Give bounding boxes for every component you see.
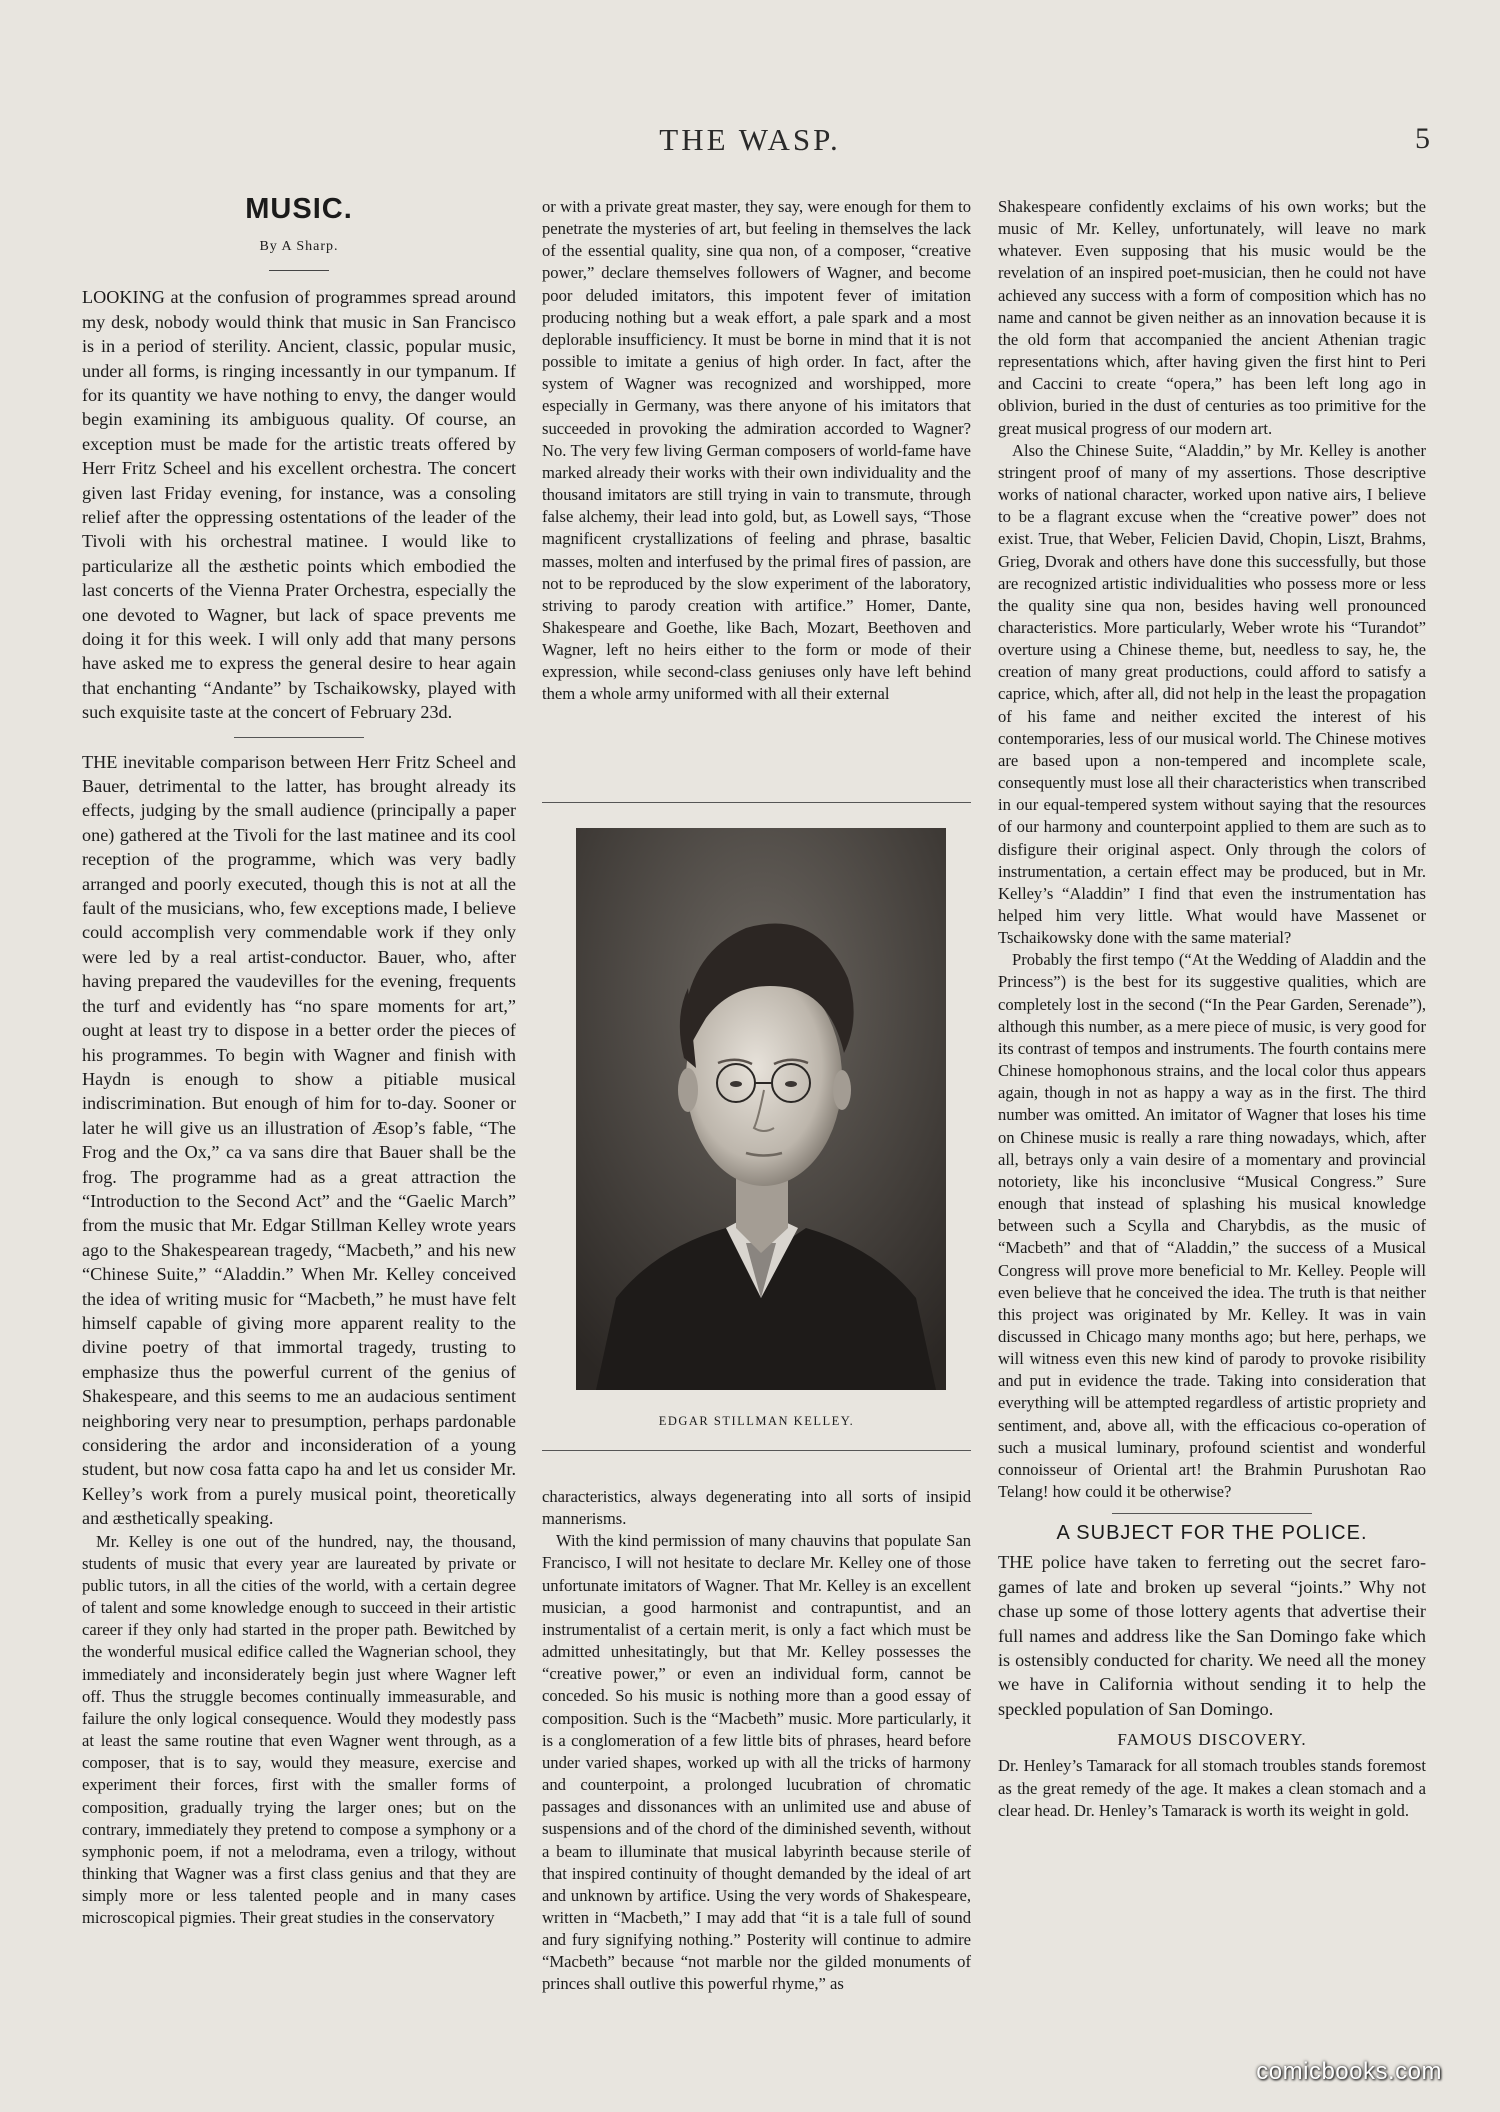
famous-title: FAMOUS DISCOVERY. <box>1117 1730 1307 1750</box>
music-paragraph-7: Shakespeare confidently exclaims of his own works; but the music of Mr. Kelley, unfortunately, will leave no mark whatever. Even supposing that his music would be the revelation of an inspired poet-musician, then he could not have achieved any success with a form of composition which has no name and cannot be given neither as an innovation because it is the old form that accompanied the ancient Athenian tragic representations which, after having given the first hint to Peri and Caccini to create “opera,” has been left long ago in oblivion, buried in the dust of centuries as too primitive for the great musical progress of our modern art. <box>998 197 1426 438</box>
music-paragraph-1: LOOKING at the confusion of programmes spread around my desk, nobody would think that music in San Francisco is in a period of sterility. Ancient, classic, popular music, under all forms, is ringing incessantly in our tympanum. If for its quantity we have nothing to envy, the danger would begin examining its ambiguous quality. Of course, an exception must be made for the artistic treats offered by Herr Fritz Scheel and his excellent orchestra. The concert given last Friday evening, for instance, was a consoling relief after the oppressing ostentations of the leader of the Tivoli with his orchestral matinee. I would like to particularize all the æsthetic points which embodied the last concerts of the Vienna Prater Orchestra, especially the one devoted to Wagner, but lack of space prevents me doing it for this week. I will only add that many persons have asked me to express the general desire to hear again that enchanting “Andante” by Tschaikowsky, played with such exquisite taste at the concert of February 23d. <box>82 287 516 723</box>
music-paragraph-6: With the kind permission of many chauvins that populate San Francisco, I will not hesitate to declare Mr. Kelley one of those unfortunate imitators of Wagner. That Mr. Kelley is an excellent musician, a good harmonist and contrapuntist, and an instrumentalist of a certain merit, is only a fact which must be admitted unhesitatingly, but that Mr. Kelley possesses the “creative power,” or even an individual form, cannot be conceded. So his music is nothing more than a good essay of composition. Such is the “Macbeth” music. More particularly, it is a conglomeration of a few little bits of phrases, heard before under varied shapes, worked up with all the tricks of harmony and counterpoint, a prolonged lucubration of chromatic passages and dissonances with an unlimited use and abuse of suspensions and of the chord of the diminished seventh, without a beam to illuminate that musical labyrinth because sterile of that inspired continuity of thought demanded by the ideal of art and unknown by artifice. Using the very words of Shakespeare, written in “Macbeth,” I may add that “it is a tale full of sound and fury signifying nothing.” Posterity will continue to admire “Macbeth” because “not marble nor the gilded monuments of princes shall outlive this powerful rhyme,” as <box>542 1531 971 1994</box>
police-body: THE police have taken to ferreting out the secret faro-games of late and broken up several “joints.” Why not chase up some of those lottery agents that advertise their full names and address like the San Domingo fake which is ostensibly conducted for charity. We need all the money we have in California without sending it to help the speckled population of San Domingo. <box>998 1552 1426 1719</box>
watermark-logo: comicbooks.com <box>1256 2058 1442 2085</box>
music-paragraph-5: characteristics, always degenerating into all sorts of insipid mannerisms. <box>542 1487 971 1529</box>
music-paragraph-8: Also the Chinese Suite, “Aladdin,” by Mr. Kelley is another stringent proof of many of my assertions. Those descriptive works of national character, worked upon native airs, I believe to be a flagrant excuse when the “creative power” does not exist. True, that Weber, Felicien David, Chopin, Liszt, Brahms, Grieg, Dvorak and others have done this successfully, but those are recognized artistic individualities who possess more or less the quality sine qua non, besides having well pronounced characteristics. More particularly, Weber wrote his “Turandot” overture using a Chinese theme, but, needless to say, he, the creation of many great productions, could afford to satisfy a caprice, which, after all, did not help in the least the propagation of his fame and neither excited the interest of his contemporaries, less of our musical world. The Chinese motives are based upon a non-tempered and incomplete scale, consequently must lose all their characteristics when transcribed in our equal-tempered system without saying that the resources of our harmony and counterpoint applied to them are such as to disfigure their original aspect. Only through the colors of instrumentation, a certain effect may be produced, but in Mr. Kelley’s “Aladdin” I find that even the instrumentation has helped him very little. What would have Massenet or Tschaikowsky done with the same material? <box>998 440 1426 948</box>
police-title: A SUBJECT FOR THE POLICE. <box>1056 1522 1368 1545</box>
column-2-bottom <box>542 1486 971 1996</box>
byline-rule <box>269 270 329 271</box>
column-2 <box>542 196 971 706</box>
portrait-caption: EDGAR STILLMAN KELLEY. <box>658 1414 855 1428</box>
page-number: 5 <box>1415 122 1430 155</box>
police-divider <box>1112 1513 1312 1514</box>
music-paragraph-4: or with a private great master, they say, were enough for them to penetrate the mysteries of art, but feeling in themselves the lack of the essential quality, sine qua non, of a composer, “creative power,” declare themselves followers of Wagner, and become poor deluded imitators, this impotent fever of imitation producing nothing but a weak effort, a pale spark and a most deplorable insufficiency. It must be borne in mind that it is not possible to imitate a genius of high order. In fact, after the system of Wagner was recognized and worshipped, more especially in Germany, was there anyone of his imitators that succeeded in provoking the admiration accorded to Wagner? No. The very few living German composers of world-fame have marked already their works with their own individuality and the thousand imitators are still trying in vain to transmute, through false alchemy, their lead into gold, but, as Lowell says, “Those magnificent crystallizations of feeling and phrase, basaltic masses, molten and interfused by the primal fires of passion, are not to be reproduced by the slow experiment of the laboratory, striving to parody creation with artifice.” Homer, Dante, Shakespeare and Goethe, like Bach, Mozart, Beethoven and Wagner, left no heirs either to the form or mode of their expression, while second-class geniuses only have left behind them a whole army uniformed with all their external <box>542 197 971 704</box>
section-divider <box>234 737 364 738</box>
column-3 <box>998 196 1426 1822</box>
column-1 <box>82 193 516 1929</box>
music-paragraph-9: Probably the first tempo (“At the Wedding of Aladdin and the Princess”) is the best for its suggestive qualities, which are completely lost in the second (“In the Pear Garden, Serenade”), although this number, as a mere piece of music, is very good for its contrast of tempos and instruments. The fourth contains mere Chinese homophonous strains, and the local color thus appears again, though in not as happy a way as in the first. The third number was omitted. An imitator of Wagner that loses his time on Chinese music is really a rare thing nowadays, which, after all, betrays only a vain desire of a momentary and provincial notoriety, like his inconclusive “Musical Congress.” Sure enough that instead of splashing his musical knowledge between such a Scylla and Charybdis, as the music of “Macbeth” and that of “Aladdin,” the success of a Musical Congress will prove more beneficial to Mr. Kelley. People will even believe that he conceived the idea. The truth is that neither this project was originated by Mr. Kelley. It was in vain discussed in Chicago many months ago; but here, perhaps, we will witness even this new kind of parody to provoke risibility and put in evidence the trade. Taking into consideration that everything will be attempted regardless of artistic propriety and sentiment, and, above all, with the efficacious co-operation of such a musical luminary, profound scientist and wonderful connoisseur of Oriental art! the Brahmin Purushotan Rao Telang! how could it be otherwise? <box>998 950 1426 1502</box>
portrait-top-rule <box>542 802 971 803</box>
music-paragraph-2: THE inevitable comparison between Herr Fritz Scheel and Bauer, detrimental to the latter, has brought already its effects, judging by the small audience (principally a paper one) gathered at the Tivoli for the last matinee and its cool reception of the programme, which was very badly arranged and poorly executed, though this is not at all the fault of the musicians, who, few exceptions made, I believe could accomplish very commendable work if they only were led by a real artist-conductor. Bauer, who, after having prepared the vaudevilles for the evening, frequents the turf and evidently has “no spare moments for art,” ought at least try to dispose in a better order the pieces of his programmes. To begin with Wagner and finish with Haydn is enough to show a pitiable musical indiscrimination. But enough of him for to-day. Sooner or later he will give us an illustration of Æsop’s fable, “The Frog and the Ox,” ca va sans dire that Bauer shall be the frog. The programme had as a great attraction the “Introduction to the Second Act” and the “Gaelic March” from the music that Mr. Edgar Stillman Kelley wrote years ago to the Shakespearean tragedy, “Macbeth,” and his new “Chinese Suite,” “Aladdin.” When Mr. Kelley conceived the idea of writing music for “Macbeth,” he must have felt himself capable of giving more apparent reality to the divine poetry of that immortal tragedy, trusting to emphasize thus the powerful current of the genius of Shakespeare, and this seems to me an audacious sentiment neighboring very near to presumption, perhaps pardonable considering the ardor and inconsideration of a young student, but now cosa fatta capo ha and let us consider Mr. Kelley’s work from a purely musical point, theoretically and æsthetically speaking. <box>82 751 516 1529</box>
music-title: MUSIC. <box>245 193 353 225</box>
portrait-photo <box>576 828 946 1390</box>
byline: By A Sharp. <box>259 239 339 255</box>
famous-body: Dr. Henley’s Tamarack for all stomach troubles stands foremost as the great remedy of the age. It makes a clean stomach and a clear head. Dr. Henley’s Tamarack is worth its weight in gold. <box>998 1756 1426 1820</box>
portrait-bottom-rule <box>542 1450 971 1451</box>
masthead: THE WASP. <box>659 122 841 157</box>
music-paragraph-3: Mr. Kelley is one out of the hundred, nay, the thousand, students of music that every year are laureated by private or public tutors, in all the cities of the world, with a certain degree of talent and some knowledge enough to succeed in their artistic career if they only had started in the proper path. Bewitched by the wonderful musical edifice called the Wagnerian school, they immediately and inconsiderately begin just where Wagner left off. Thus the struggle becomes continually immeasurable, and failure the only logical consequence. Would they modestly pass at least the same routine that even Wagner went through, as a composer, that is to say, would they measure, exercise and experiment their forces, first with the smaller forms of composition, gradually trying the larger ones; but on the contrary, immediately they pretend to compose a symphony or a symphonic poem, if not a melodrama, even a trilogy, without thinking that Wagner was a first class genius and that they are simply more or less talented people and in many cases microscopical pigmies. Their great studies in the conservatory <box>82 1531 516 1928</box>
